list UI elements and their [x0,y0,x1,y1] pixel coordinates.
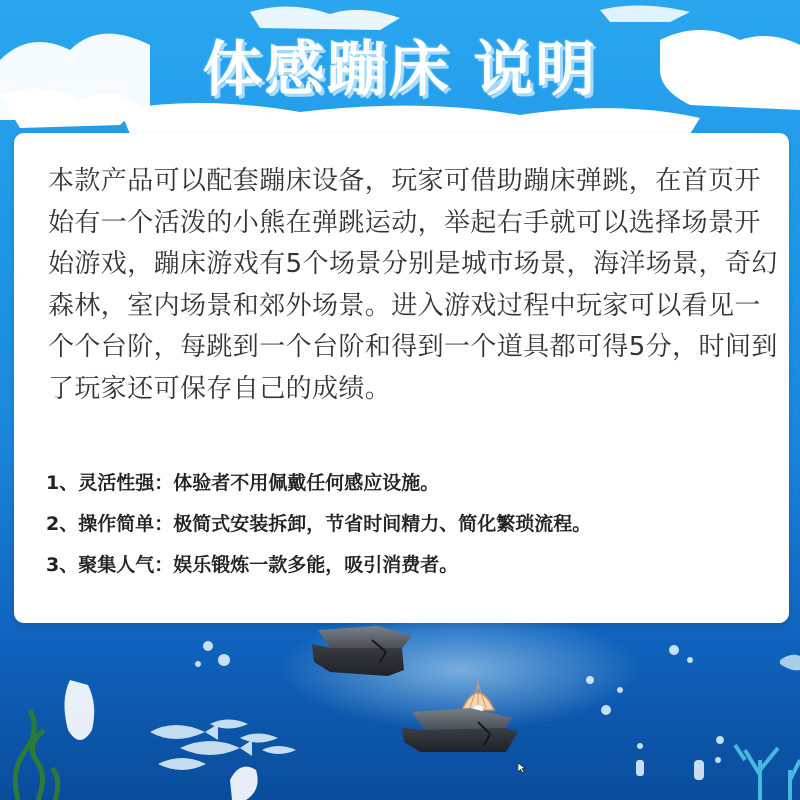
ocean-scene [0,600,800,800]
fish-icon [780,655,800,671]
stone-step-icon [312,626,412,676]
seaweed-icon [15,710,58,800]
cloud-icon [600,5,690,22]
description-card [14,133,789,623]
feature-list [46,463,776,586]
fish-school-icon [150,720,296,771]
page-title: 体感蹦床 说明 [202,35,598,105]
feature-item-flexibility: 1、灵活性强：体验者不用佩戴任何感应设施。 [46,472,440,494]
feature-item-popularity: 3、聚集人气：娱乐锻炼一款多能，吸引消费者。 [46,554,459,576]
cloud-icon [64,680,257,800]
coral-icon [735,745,800,800]
cursor-icon [518,763,526,773]
feature-item-simple-operation: 2、操作简单：极简式安装拆卸，节省时间精力、简化繁琐流程。 [46,513,592,535]
product-description: 本款产品可以配套蹦床设备，玩家可借助蹦床弹跳，在首页开始有一个活泼的小熊在弹跳运动，举起右手就可以选择场景开始游戏，蹦床游戏有5个场景分别是城市场景，海洋场景，奇幻森林，室内场景和郊外场景。进入游戏过程中玩家可以看见一个个台阶，每跳到一个台阶和得到一个道具都可得5分，时间到了玩家还可保存自己的成绩。 [48,166,778,404]
